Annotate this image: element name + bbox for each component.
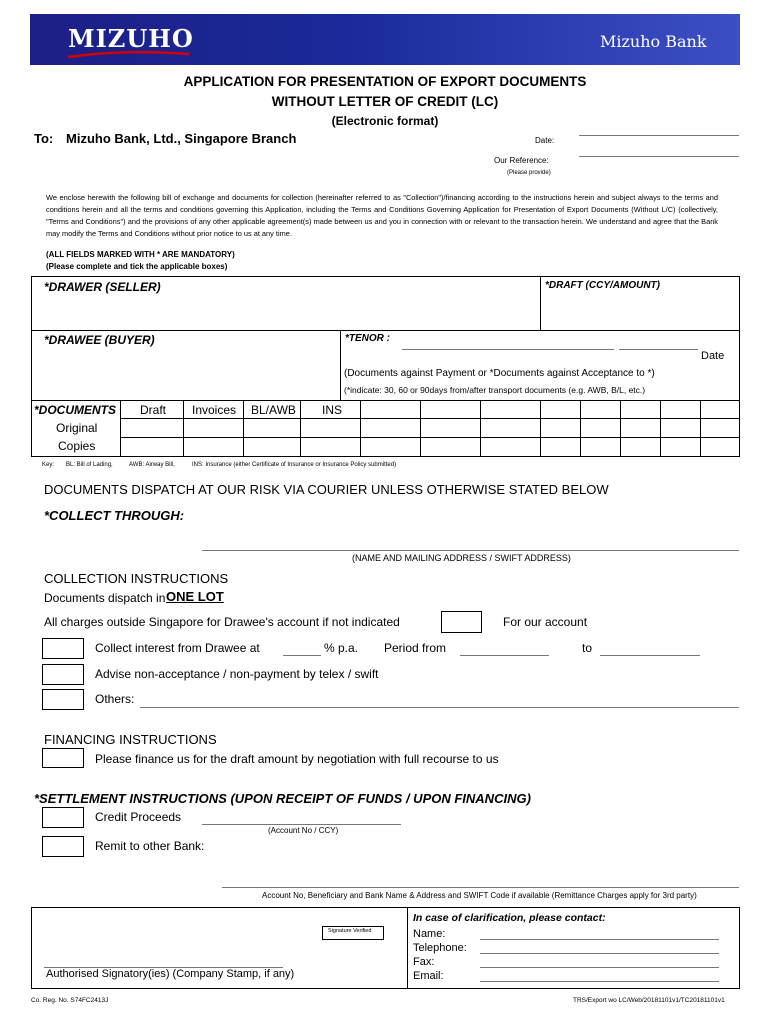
tenor-note: (Documents against Payment or *Documents against Acceptance to *) xyxy=(344,368,655,379)
collect-interest-checkbox[interactable] xyxy=(42,638,84,659)
contact-email-field[interactable] xyxy=(480,981,719,982)
reference-label: Our Reference: xyxy=(494,156,549,165)
tenor-field[interactable] xyxy=(402,349,614,350)
collect-through-label: *COLLECT THROUGH: xyxy=(44,508,185,523)
tenor-label: *TENOR : xyxy=(345,333,390,344)
tenor-indicate-note: (*indicate: 30, 60 or 90days from/after transport documents (e.g. AWB, B/L, etc.) xyxy=(344,385,646,395)
company-reg-no: Co. Reg. No. S74FC2413J xyxy=(31,997,109,1004)
address-hint: (NAME AND MAILING ADDRESS / SWIFT ADDRESS) xyxy=(352,553,571,563)
date-label: Date: xyxy=(535,136,555,145)
credit-account-field[interactable] xyxy=(202,824,401,825)
others-checkbox[interactable] xyxy=(42,689,84,710)
advise-label: Advise non-acceptance / non-payment by telex / swift xyxy=(95,667,379,681)
key-label: Key: xyxy=(42,462,55,468)
doc-col-ins: INS xyxy=(322,403,343,417)
contact-telephone-field[interactable] xyxy=(480,953,719,954)
drawer-label: *DRAWER (SELLER) xyxy=(44,280,161,294)
contact-fax-label: Fax: xyxy=(413,956,435,968)
others-label: Others: xyxy=(95,692,135,706)
interest-rate-field[interactable] xyxy=(283,655,321,656)
reference-field[interactable] xyxy=(579,156,739,157)
please-provide-note: (Please provide) xyxy=(507,170,551,176)
financing-negotiate-label: Please finance us for the draft amount by negotiation with full recourse to us xyxy=(95,752,499,766)
pa-label: % p.a. xyxy=(324,641,359,655)
contact-heading: In case of clarification, please contact: xyxy=(413,912,606,924)
form-title-line1: APPLICATION FOR PRESENTATION OF EXPORT DOCUMENTS xyxy=(183,74,587,89)
drawee-field[interactable] xyxy=(34,350,334,395)
dispatch-in-label: Documents dispatch in xyxy=(44,591,166,605)
drawee-label: *DRAWEE (BUYER) xyxy=(44,333,155,347)
remit-hint: Account No, Beneficiary and Bank Name & Address and SWIFT Code if available (Remittance Charges apply for 3rd party) xyxy=(262,891,697,900)
form-subtitle: (Electronic format) xyxy=(331,114,439,128)
doc-row-copies: Copies xyxy=(58,439,96,453)
form-code: TRS/Export wo LC/Web/20181101v1/TC20181101v1 xyxy=(573,997,725,1004)
bank-name: Mizuho Bank xyxy=(600,32,707,51)
period-to-field[interactable] xyxy=(600,655,700,656)
collect-interest-label: Collect interest from Drawee at xyxy=(95,641,260,655)
contact-telephone-label: Telephone: xyxy=(413,942,467,954)
period-to-label: to xyxy=(582,641,593,655)
for-our-account-label: For our account xyxy=(503,615,588,629)
draft-label: *DRAFT (CCY/AMOUNT) xyxy=(545,280,660,291)
form-title-line2: WITHOUT LETTER OF CREDIT (LC) xyxy=(271,94,499,109)
remit-details-field[interactable] xyxy=(222,887,739,888)
complete-note: (Please complete and tick the applicable boxes) xyxy=(46,262,228,271)
others-field[interactable] xyxy=(140,707,739,708)
advise-checkbox[interactable] xyxy=(42,664,84,685)
doc-col-draft: Draft xyxy=(140,403,167,417)
date-field[interactable] xyxy=(579,135,739,136)
mizuho-logo: MIZUHO xyxy=(68,24,194,53)
collect-through-field[interactable] xyxy=(202,550,739,551)
contact-fax-field[interactable] xyxy=(480,967,719,968)
remit-checkbox[interactable] xyxy=(42,836,84,857)
logo-swoosh-icon xyxy=(66,50,191,60)
tenor-date-field[interactable] xyxy=(619,349,698,350)
to-bank: Mizuho Bank, Ltd., Singapore Branch xyxy=(66,131,297,146)
dispatch-risk-text: DOCUMENTS DISPATCH AT OUR RISK VIA COURIER UNLESS OTHERWISE STATED BELOW xyxy=(44,482,609,497)
account-hint: (Account No / CCY) xyxy=(268,826,339,835)
key-ins: INS: Insurance (either Certificate of Insurance or Insurance Policy submitted) xyxy=(192,462,397,468)
financing-checkbox[interactable] xyxy=(42,748,84,768)
signatory-label: Authorised Signatory(ies) (Company Stamp, if any) xyxy=(46,968,295,980)
doc-col-invoices: Invoices xyxy=(192,403,237,417)
charges-label: All charges outside Singapore for Drawee's account if not indicated xyxy=(44,615,400,629)
contact-email-label: Email: xyxy=(413,970,444,982)
settlement-heading: *SETTLEMENT INSTRUCTIONS (UPON RECEIPT OF FUNDS / UPON FINANCING) xyxy=(34,791,531,806)
collection-heading: COLLECTION INSTRUCTIONS xyxy=(44,571,229,586)
remit-label: Remit to other Bank: xyxy=(95,839,205,853)
period-from-field[interactable] xyxy=(460,655,549,656)
key-awb: AWB: Airway Bill, xyxy=(129,462,175,468)
signature-verified-label: Signature Verified xyxy=(328,928,372,934)
tenor-date-label: Date xyxy=(701,350,725,362)
key-bl: BL: Bill of Lading, xyxy=(66,462,113,468)
doc-row-original: Original xyxy=(56,421,98,435)
financing-heading: FINANCING INSTRUCTIONS xyxy=(44,732,217,747)
doc-col-bl-awb: BL/AWB xyxy=(251,403,296,417)
period-from-label: Period from xyxy=(384,641,447,655)
credit-proceeds-label: Credit Proceeds xyxy=(95,810,182,824)
contact-name-field[interactable] xyxy=(480,939,719,940)
one-lot-label: ONE LOT xyxy=(166,589,224,604)
credit-proceeds-checkbox[interactable] xyxy=(42,807,84,828)
to-label: To: xyxy=(34,131,54,146)
drawer-field[interactable] xyxy=(34,296,534,326)
contact-name-label: Name: xyxy=(413,928,446,940)
draft-field[interactable] xyxy=(545,296,735,326)
intro-paragraph: We enclose herewith the following bill of exchange and documents for collection (hereinafter referred to as "Collection")/financing according to the instructions herein and subject always to the terms and conditions herein and all the terms and conditions governing this Application, including the Terms and Conditions Governing Application for Presentation of Export Documents (Without L/C) (collectively, "Terms and Conditions") and the provisions of any other applicable agreement(s) made between us and you in connection with or relevant to the transaction herein. We understand and agree that the Bank may modify the Terms and Conditions without prior notice to us at any time. xyxy=(46,193,718,238)
mandatory-note: (ALL FIELDS MARKED WITH * ARE MANDATORY) xyxy=(46,250,235,259)
for-our-account-checkbox[interactable] xyxy=(441,611,482,633)
documents-header: *DOCUMENTS xyxy=(34,403,117,417)
